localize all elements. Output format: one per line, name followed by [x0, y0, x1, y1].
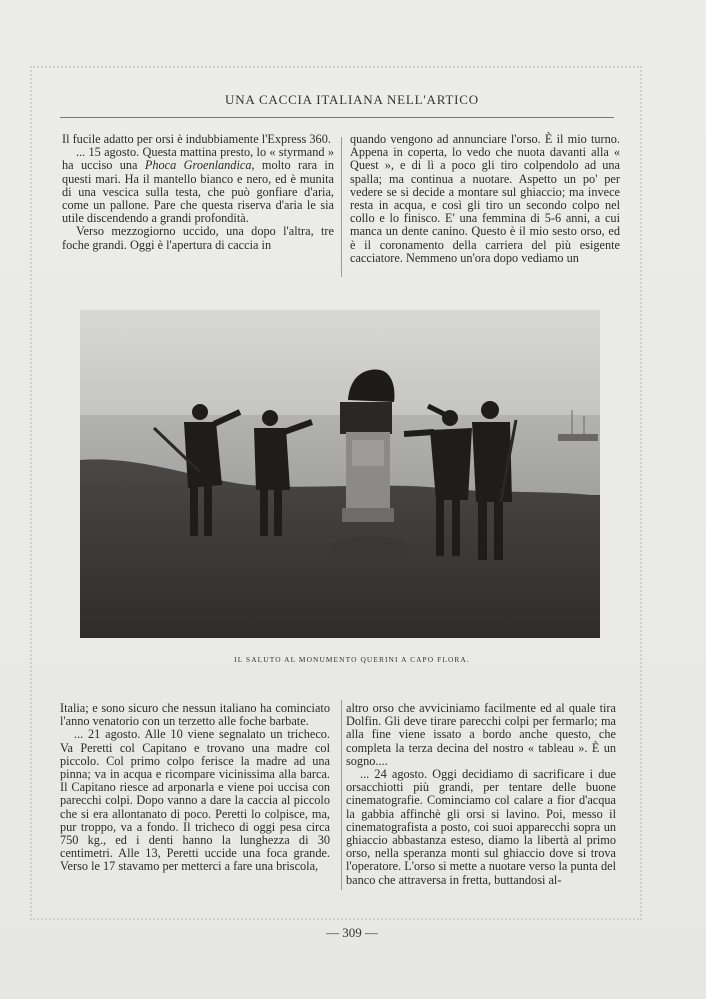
paragraph: Il fucile adatto per orsi è indubbiamente l'Express 360. [62, 132, 331, 146]
column-bottom-right [346, 702, 616, 887]
column-rule [341, 700, 342, 890]
photo-caption: IL SALUTO AL MONUMENTO QUERINI A CAPO FLORA. [234, 655, 470, 664]
page-number: — 309 — [326, 925, 378, 940]
column-rule [341, 137, 342, 277]
paragraph: quando vengono ad annunciare l'orso. È il mio turno. Appena in coperta, lo vedo che nuota davanti alla « Quest », e di lì a poco gli tiro colpendolo ad una spalla; ma continua a nuotare. Aspetto un po' per vedere se si decide a montare sul ghiaccio; ma invece resta in acqua, e così gli tiro un secondo colpo nel collo e lo finisco. E' una femmina di 5-6 anni, a cui manca un dente canino. Questo è il mio sesto orso, ed è il coronamento della carriera del più esigente cacciatore. Nemmeno un'ora dopo vediamo un [350, 132, 620, 265]
paragraph: altro orso che avviciniamo facilmente ed al quale tira Dolfin. Gli deve tirare parecchi colpi per fermarlo; ma alla fine viene issato a bordo anche questo, che completa la terza decina del nostro « tableau ». È un sogno.... [346, 701, 616, 768]
running-head: UNA CACCIA ITALIANA NELL'ARTICO [225, 92, 479, 107]
paragraph: ... 21 agosto. Alle 10 viene segnalato un tricheco. Va Peretti col Capitano e trovano una madre col piccolo. Col primo colpo ferisce la madre ad una pinna; va in acqua e ricompare vicinissima alla barca. Il Capitano riesce ad arponarla e viene poi uccisa con parecchi colpi. Dopo vanno a dare la caccia al piccolo che si era allontanato di poco. Peretti lo colpisce, ma, pur troppo, va a fondo. Il tricheco di oggi pesa circa 750 kg., ed i denti hanno la lunghezza di 30 centimetri. Alle 13, Peretti uccide una foca grande. Verso le 17 stavamo per metterci a fare una briscola, [60, 727, 330, 874]
species-name: Phoca Groenlandica [144, 158, 252, 173]
wreath [330, 536, 410, 564]
photograph-querini-monument [80, 310, 600, 638]
text-run: , molto rara in questi mari. Ha il mantello bianco e nero, ed è munita di una vescica sulla testa, che può gonfiare d'aria, come un pallone. Pare che questa riserva d'aria le sia utile discendendo a grandi profondità. [62, 158, 334, 226]
photo-illustration [80, 310, 600, 638]
paragraph: ... 24 agosto. Oggi decidiamo di sacrificare i due orsacchiotti più grandi, per tentare delle buone cinematografie. Cominciamo col calare a fior d'acqua la gabbia affinchè gli orsi si lavino. Poi, messo il cinematografista a posto, coi suoi apparecchi sopra un ghiaccio abbastanza esteso, diamo la libertà al primo orso, nella speranza monti sul ghiaccio dove si trova l'operatore. L'orso si mette a nuotare verso la punta del banco che attraversa in fretta, buttandosi al- [346, 767, 616, 887]
column-top-right [350, 133, 620, 265]
column-top-left [62, 133, 334, 252]
paragraph: Italia; e sono sicuro che nessun italiano ha cominciato l'anno venatorio con un terzetto alle foche barbate. [60, 701, 330, 729]
header-rule [60, 117, 614, 118]
column-bottom-left [60, 702, 330, 874]
paragraph: Verso mezzogiorno uccido, una dopo l'altra, tre foche grandi. Oggi è l'apertura di caccia in [62, 224, 334, 252]
paragraph [62, 146, 334, 225]
text-run: ... 15 agosto. Questa mattina presto, lo « styrmand » ha ucciso una [62, 145, 334, 173]
